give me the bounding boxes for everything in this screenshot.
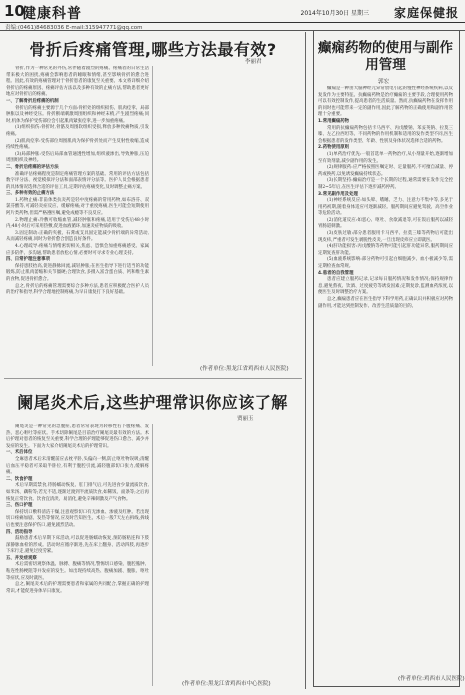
article3-title: 癫痫药物的使用与副作用管理 [318,40,453,73]
paragraph: 骨折后的疼痛主要源于几个方面:骨折处的组织损伤、肌肉痉挛、局部肿胀以及神经受压。骨折断端刺激周围组织和神经末梢,产生剧烈疼痛;同时,机体为保护受伤部位会引起肌肉紧张痉挛,进一步加重疼痛。 [6,105,149,124]
paragraph: (1)神经系统反应:如头晕、嗜睡、乏力、注意力不集中等,多见于用药初期,随着身体适应可逐渐减轻。服药期间应避免驾驶、高空作业等危险活动。 [318,198,453,217]
paragraph: 患者应建立服药记录,记录每日服药情况和发作情况;保持规律作息,避免熬夜、饮酒、过度疲劳等诱发因素;定期复诊,监测血药浓度,以便医生及时调整治疗方案。 [318,277,453,296]
paragraph: (4)肝功能损害:丙戊酸钠等药物可能引起肝功能异常,服药期间应定期复查肝功能。 [318,244,453,256]
editor-contact: 责编:(0461)84683036 E-mail:315947771@qq.com [5,25,143,31]
article2-column-1 [6,424,149,686]
section-heading: 三、多种有效的止痛方法 [6,191,55,197]
article1-title: 骨折后疼痛管理,哪些方法最有效? [29,40,277,59]
page-divider [305,32,306,689]
article1-footer: (作者单位:黑龙江省鸡西市人民医院) [200,366,289,372]
section-heading: 1.常用癫痫药物 [318,118,350,124]
article2-title: 阑尾炎术后,这些护理常识你应该了解 [17,393,288,412]
paragraph: 鼓励患者术后早期下床活动,可以促进肠蠕动恢复,预防肠粘连和下肢深静脉血栓的形成。活动时应循序渐进,先在床上翻身、活动四肢,再逐步下床行走,避免过度劳累。 [6,536,149,555]
paragraph: 3.固定制动:正确的夹板、石膏或支具固定能减少骨折端的异常活动,从而减轻疼痛,同时为骨折愈合创造良好条件。 [6,230,149,243]
section-heading: 4.患者的自我管理 [318,270,354,276]
paragraph: 1.药物止痛:非甾体类抗炎药是轻中度疼痛的常用药物,如布洛芬、双氯芬酸等,可减轻炎症反应、缓解疼痛;对于重度疼痛,医生可能会短期使用阿片类药物,但需严格遵医嘱,避免成瘾等不良反应。 [6,197,149,217]
article3-body [318,86,453,671]
section-heading: 二、骨折后疼痛的评估方法 [6,164,59,170]
paragraph: 术后需密切观察体温、脉搏、腹痛等情况,警惕切口感染、腹腔脓肿、粘连性肠梗阻等并发症的发生。如出现持续高热、腹痛加剧、腹胀、呕吐等症状,应及时就医。 [6,562,149,581]
article-divider [4,378,302,379]
article2-author: 贾丽玉 [237,416,254,422]
paragraph: 总之,癫痫患者应在医生指导下科学用药,正确认识并积极应对药物副作用,才能达到控制发作、改善生活质量的目的。 [318,297,453,309]
section-heading: 3.常见副作用及处理 [318,191,358,197]
section-heading: 五、并发症观察 [6,555,37,561]
paragraph: (2)规律服药:应严格按照医嘱定时、定量服药,不可擅自减量、停药或换药,以免诱发癫痫持续状态。 [318,165,453,177]
page-header [0,0,465,23]
page-number: 10 [4,2,25,20]
paragraph: (5)血液系统影响:部分药物可引起白细胞减少、血小板减少等,需定期检查血常规。 [318,257,453,270]
paragraph: (2)消化道反应:如恶心、呕吐、食欲减退等,可在饭后服药以减轻胃肠道刺激。 [318,217,453,230]
section-heading: 2.药物使用原则 [318,145,350,151]
paragraph: (3)皮肤过敏:部分患者服用卡马西平、拉莫三嗪等药物后可能出现皮疹,严重者可发生剥脱性皮炎,一旦出现皮疹应立即就医。 [318,231,453,243]
article1-column-2 [156,66,299,362]
paragraph: 准确评估疼痛程度是制定疼痛管理方案的基础。常用的评估方法包括数字评分法、视觉模拟评分法和面部表情评分法等。医护人员会根据患者的具体情况选择合适的评估工具,定期评估疼痛变化,及时调整止痛方案。 [6,171,149,190]
section-heading: 四、活动指导 [6,529,33,535]
paragraph: 4.心理疏导:疼痛与情绪密切相关,焦虑、恐惧会加重疼痛感受。家属应多陪伴、多沟通,帮助患者放松心情,必要时可寻求专业心理支持。 [6,244,149,256]
article1-author: 李丽君 [245,59,262,65]
section-heading: 一、术后体位 [6,450,33,456]
section-heading: 四、日常护理注意事项 [6,257,50,263]
paragraph: (2)肌肉痉挛:受伤部位周围肌肉为保护骨折处而产生反射性收缩,造成持续性疼痛。 [6,138,149,151]
paragraph: 癫痫是一种由大脑神经元异常放电引起的慢性神经系统疾病,以反复发作为主要特征。抗癫痫药物是治疗癫痫的主要手段,合理使用药物可以有效控制发作,提高患者的生活质量。然而,抗癫痫药物在发挥作用的同时也可能带来一定的副作用,因此了解药物的正确使用和副作用管理十分重要。 [318,86,453,118]
paragraph: 总之,骨折后的疼痛管理需要综合多种方法,患者应积极配合医护人员的治疗和指导,科学合理地控制疼痛,为早日康复打下良好基础。 [6,283,149,296]
column-divider [152,424,153,686]
issue-date: 2014年10月30日 星期三 [300,10,369,17]
article1-column-1 [6,66,149,368]
article3-author: 郭宏 [378,79,390,85]
article2-column-2 [156,424,299,676]
newspaper-name: 家庭保健报 [393,6,459,20]
paragraph: 骨折,作为一种常见的外伤,常伴随着剧烈的疼痛。疼痛者的日常生活带来极大的困扰,疼痛会影响患者的睡眠和情绪,甚至影响骨折的愈合进程。因此,有效的疼痛管理对于骨折患者的康复至关重要。本文将详细介绍骨折后的疼痛原因、疼痛评估方法以及多种有效的止痛方法,帮助患者更好地应对骨折后的疼痛。 [6,66,149,98]
paragraph: 2.物理止痛:冷敷可收缩血管,减轻肿胀和疼痛,适用于受伤后48小时内;48小时后可采用热敷,促进血液循环,加速炎症物质的吸收。 [6,217,149,230]
paragraph: (3)局部肿胀:受伤后局部血管通透性增加,组织液渗出,导致肿胀,压迫周围组织及神经。 [6,151,149,164]
paragraph: (1)组织损伤:骨折时,骨骼及周围软组织受损,释放多种致痛物质,引发疼痛。 [6,125,149,137]
paragraph: 保持患肢抬高,促进静脉回流,减轻肿胀;在医生指导下进行适当的功能锻炼,防止肌肉萎缩和关节僵硬;合理饮食,多摄入富含蛋白质、钙和维生素的食物,促进骨折愈合。 [6,263,149,282]
section-heading: 二、饮食护理 [6,476,33,482]
paragraph: 保持切口敷料清洁干燥,注意观察切口有无渗血、渗液及红肿。若出现切口疼痛加剧、发热等情况,应及时告知医生。术后一般7天左右拆线,拆线后也要注意保护伤口,避免剧烈活动。 [6,509,149,528]
paragraph: 常用的抗癫痫药物包括卡马西平、丙戊酸钠、苯妥英钠、拉莫三嗪、左乙拉西坦等。不同药物的作用机制和适用的发作类型不同,医生会根据患者的发作类型、年龄、性别及身体状况选择合适的药物。 [318,125,453,144]
column-divider [152,66,153,366]
section-title: 健康科普 [22,6,82,22]
paragraph: 全麻患者术后未清醒前应去枕平卧,头偏向一侧,防止呕吐物误吸;清醒后血压平稳者可采取半卧位,有利于腹腔引流,减轻腹部切口张力,缓解疼痛。 [6,456,149,476]
paragraph: 总之,阑尾炎术后的护理需要患者和家属的共同配合,掌握正确的护理常识,才能促进身体早日康复。 [6,582,149,594]
section-heading: 三、伤口护理 [6,503,33,509]
paragraph: (3)长期坚持:癫痫治疗是一个长期的过程,通常需要在发作完全控制2~5年后,在医生评估下逐步减药停药。 [318,178,453,190]
paragraph: 术后早期需禁食,待肠蠕动恢复、肛门排气后,可先进食少量流质饮食,如米汤、藕粉等;若无不适,逐渐过渡到半流质饮食,如稀饭、面条等;之后再恢复正常饮食。饮食宜清淡、易消化,避免辛辣刺激及产气食物。 [6,483,149,502]
section-heading: 一、了解骨折后疼痛的机制 [6,98,59,104]
article3-footer: (作者单位:鸡西市人民医院) [398,676,465,682]
paragraph: 阑尾炎是一种常见的急腹症,患者常常表现为转移性右下腹疼痛、发热、恶心呕吐等症状。手术切除阑尾是目前治疗阑尾炎最有效的方法。术后护理对患者的恢复至关重要,科学合理的护理能够促进伤口愈合、减少并发症的发生。下面为大家介绍阑尾炎术后的护理常识。 [6,424,149,449]
paragraph: (1)单药治疗优先:一般首选单一药物治疗,从小剂量开始,逐渐增加至有效剂量,减少副作用的发生。 [318,151,453,164]
article2-footer: (作者单位:黑龙江省鸡西市中心医院) [182,681,271,687]
